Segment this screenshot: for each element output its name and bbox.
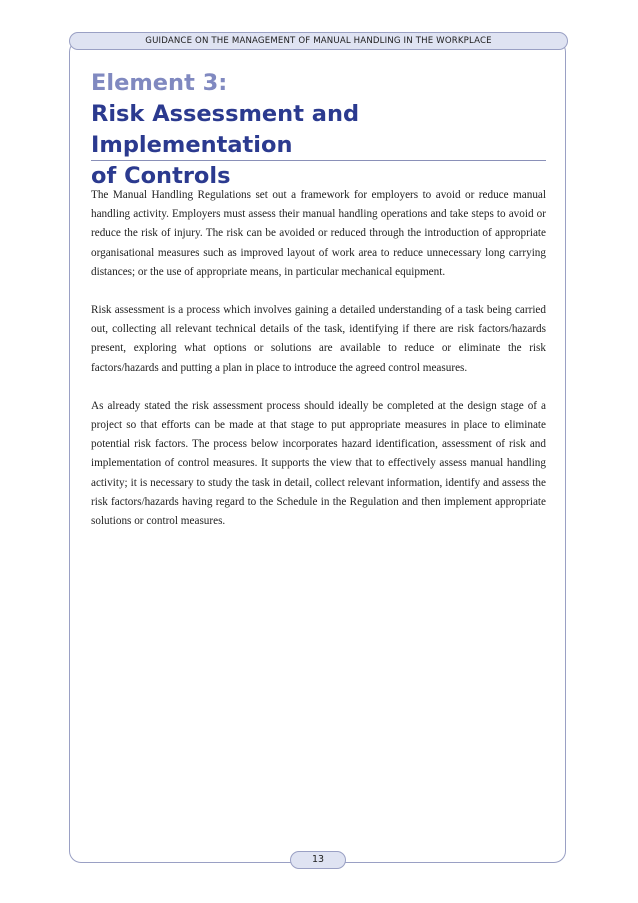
section-title <box>91 68 551 192</box>
body-text <box>91 186 546 550</box>
running-header: GUIDANCE ON THE MANAGEMENT OF MANUAL HANDLING IN THE WORKPLACE <box>69 32 568 50</box>
title-line-1: Risk Assessment and Implementation <box>91 101 360 158</box>
paragraph-1: The Manual Handling Regulations set out a framework for employers to avoid or reduce manual handling activity. Employers must assess their manual handling operations and take steps to avoid or reduce the risk of injury. The risk can be avoided or reduced through the introduction of appropriate organisational measures such as improved layout of work area to reduce unnecessary long carrying distances; or the use of appropriate means, in particular mechanical equipment. <box>91 189 546 278</box>
paragraph-3: As already stated the risk assessment process should ideally be completed at the design stage of a project so that efforts can be made at that stage to put appropriate measures in place to eliminate potential risk factors. The process below incorporates hazard identification, assessment of risk and implementation of control measures. It supports the view that to effectively assess manual handling activity; it is necessary to study the task in detail, collect relevant information, identify and assess the risk factors/hazards having regard to the Schedule in the Regulation and then implement appropriate solutions or control measures. <box>91 399 546 528</box>
title-underline <box>91 160 546 161</box>
title-line-2: of Controls <box>91 163 231 189</box>
page-number: 13 <box>290 851 346 869</box>
element-label: Element 3: <box>91 70 228 96</box>
paragraph-2: Risk assessment is a process which involves gaining a detailed understanding of a task being carried out, collecting all relevant technical details of the task, identifying if there are risk factors/hazards present, exploring what options or solutions are available to reduce or eliminate the risk factors/hazards and putting a plan in place to introduce the agreed control measures. <box>91 304 546 374</box>
